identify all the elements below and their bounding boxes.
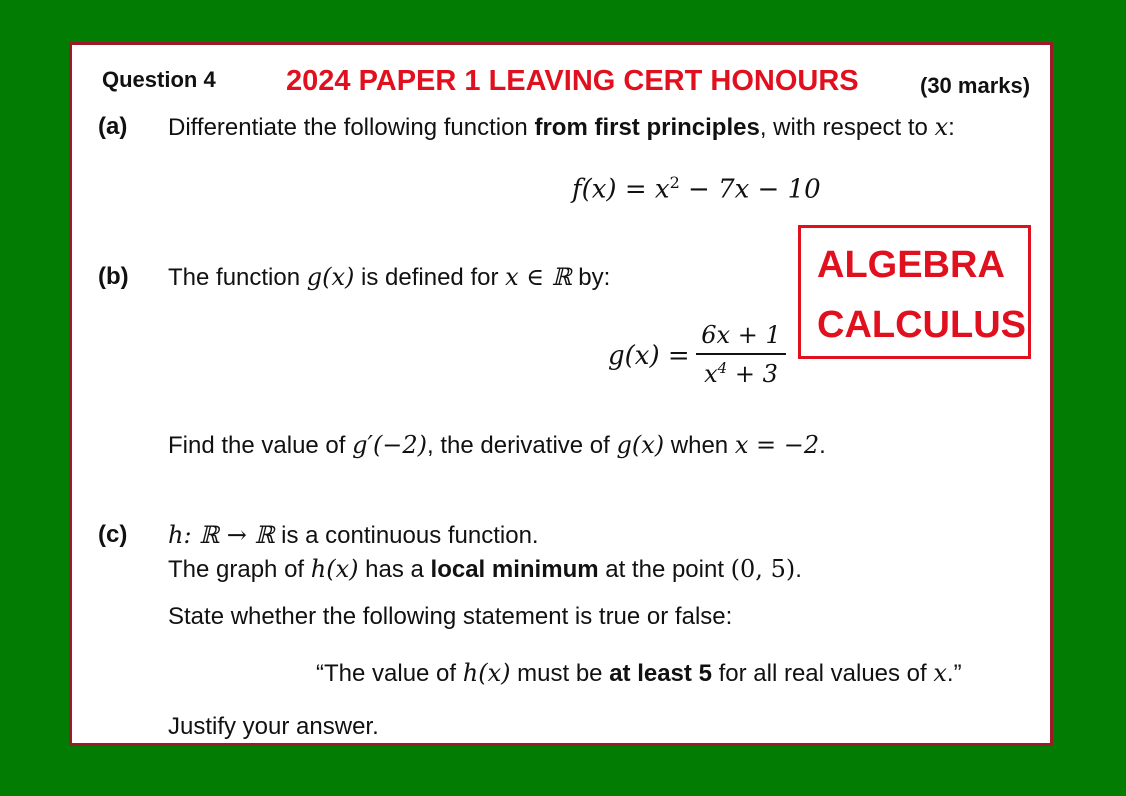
part-a-bold-text: from first principles [534, 114, 760, 141]
part-b-intro [168, 263, 610, 292]
quote-bold: at least 5 [609, 660, 712, 687]
denominator-exponent: 4 [717, 359, 728, 377]
part-a-label: (a) [98, 113, 128, 140]
part-b-label: (b) [98, 263, 129, 290]
find-text-3: when [664, 432, 735, 459]
part-b-intro-text-2: is defined for [354, 264, 506, 291]
g-numerator: 6x + 1 [701, 321, 781, 349]
h-mapping: h: ℝ → ℝ [168, 521, 275, 549]
part-c-line1 [168, 521, 539, 550]
find-condition: x = −2 [734, 431, 820, 459]
denominator-rest: + 3 [727, 360, 778, 388]
topic-tag-box [798, 225, 1031, 359]
part-a-text-2: , with respect to [759, 114, 935, 141]
tag-calculus: CALCULUS [817, 304, 1026, 346]
part-b-intro-text: The function [168, 264, 307, 291]
part-b-intro-text-3: by: [571, 264, 611, 291]
part-b-fn: g(x) [306, 263, 355, 291]
part-c-line2 [168, 555, 802, 584]
tag-algebra: ALGEBRA [817, 244, 1005, 286]
formula-exponent: 2 [669, 173, 680, 192]
line1-text: is a continuous function. [274, 522, 539, 549]
part-a-var: x [934, 113, 949, 141]
find-text-2: , the derivative of [427, 432, 617, 459]
part-a-text-3: : [948, 114, 955, 141]
paper-title: 2024 PAPER 1 LEAVING CERT HONOURS [286, 65, 859, 97]
formula-rhs: − 7x − 10 [679, 174, 821, 205]
find-text-4: . [819, 432, 826, 459]
quote-text-4: .” [946, 660, 962, 687]
marks-label: (30 marks) [920, 73, 1031, 98]
part-b-domain: x ∈ ℝ [505, 263, 572, 291]
g-denominator [696, 359, 786, 388]
quote-text-2: must be [510, 660, 610, 687]
find-expr: g′(−2) [352, 431, 428, 459]
question-number: Question 4 [102, 67, 216, 92]
part-c-line4: Justify your answer. [168, 713, 379, 740]
find-text: Find the value of [168, 432, 353, 459]
denominator-base: x [704, 360, 718, 388]
line2-bold: local minimum [430, 556, 599, 583]
quote-var: x [933, 659, 947, 687]
line2-text: The graph of [168, 556, 311, 583]
part-a-instruction [168, 113, 955, 142]
fraction-bar [696, 353, 786, 355]
quote-text: “The value of [316, 660, 463, 687]
line2-text-4: . [795, 556, 802, 583]
line2-text-3: at the point [598, 556, 731, 583]
part-c-label: (c) [98, 521, 128, 548]
question-page [69, 42, 1053, 746]
formula-lhs: f(x) = x [572, 174, 670, 205]
quote-text-3: for all real values of [711, 660, 934, 687]
line2-fn: h(x) [310, 555, 359, 583]
part-a-formula [572, 173, 821, 205]
part-b-find [168, 431, 826, 460]
part-c-quote [316, 659, 962, 688]
g-lhs: g(x) = [608, 341, 690, 371]
line2-point: (0, 5) [730, 555, 796, 583]
quote-fn: h(x) [462, 659, 511, 687]
line2-text-2: has a [358, 556, 431, 583]
find-fn: g(x) [616, 431, 665, 459]
part-a-text: Differentiate the following function [168, 114, 535, 141]
part-c-line3: State whether the following statement is true or false: [168, 603, 733, 630]
